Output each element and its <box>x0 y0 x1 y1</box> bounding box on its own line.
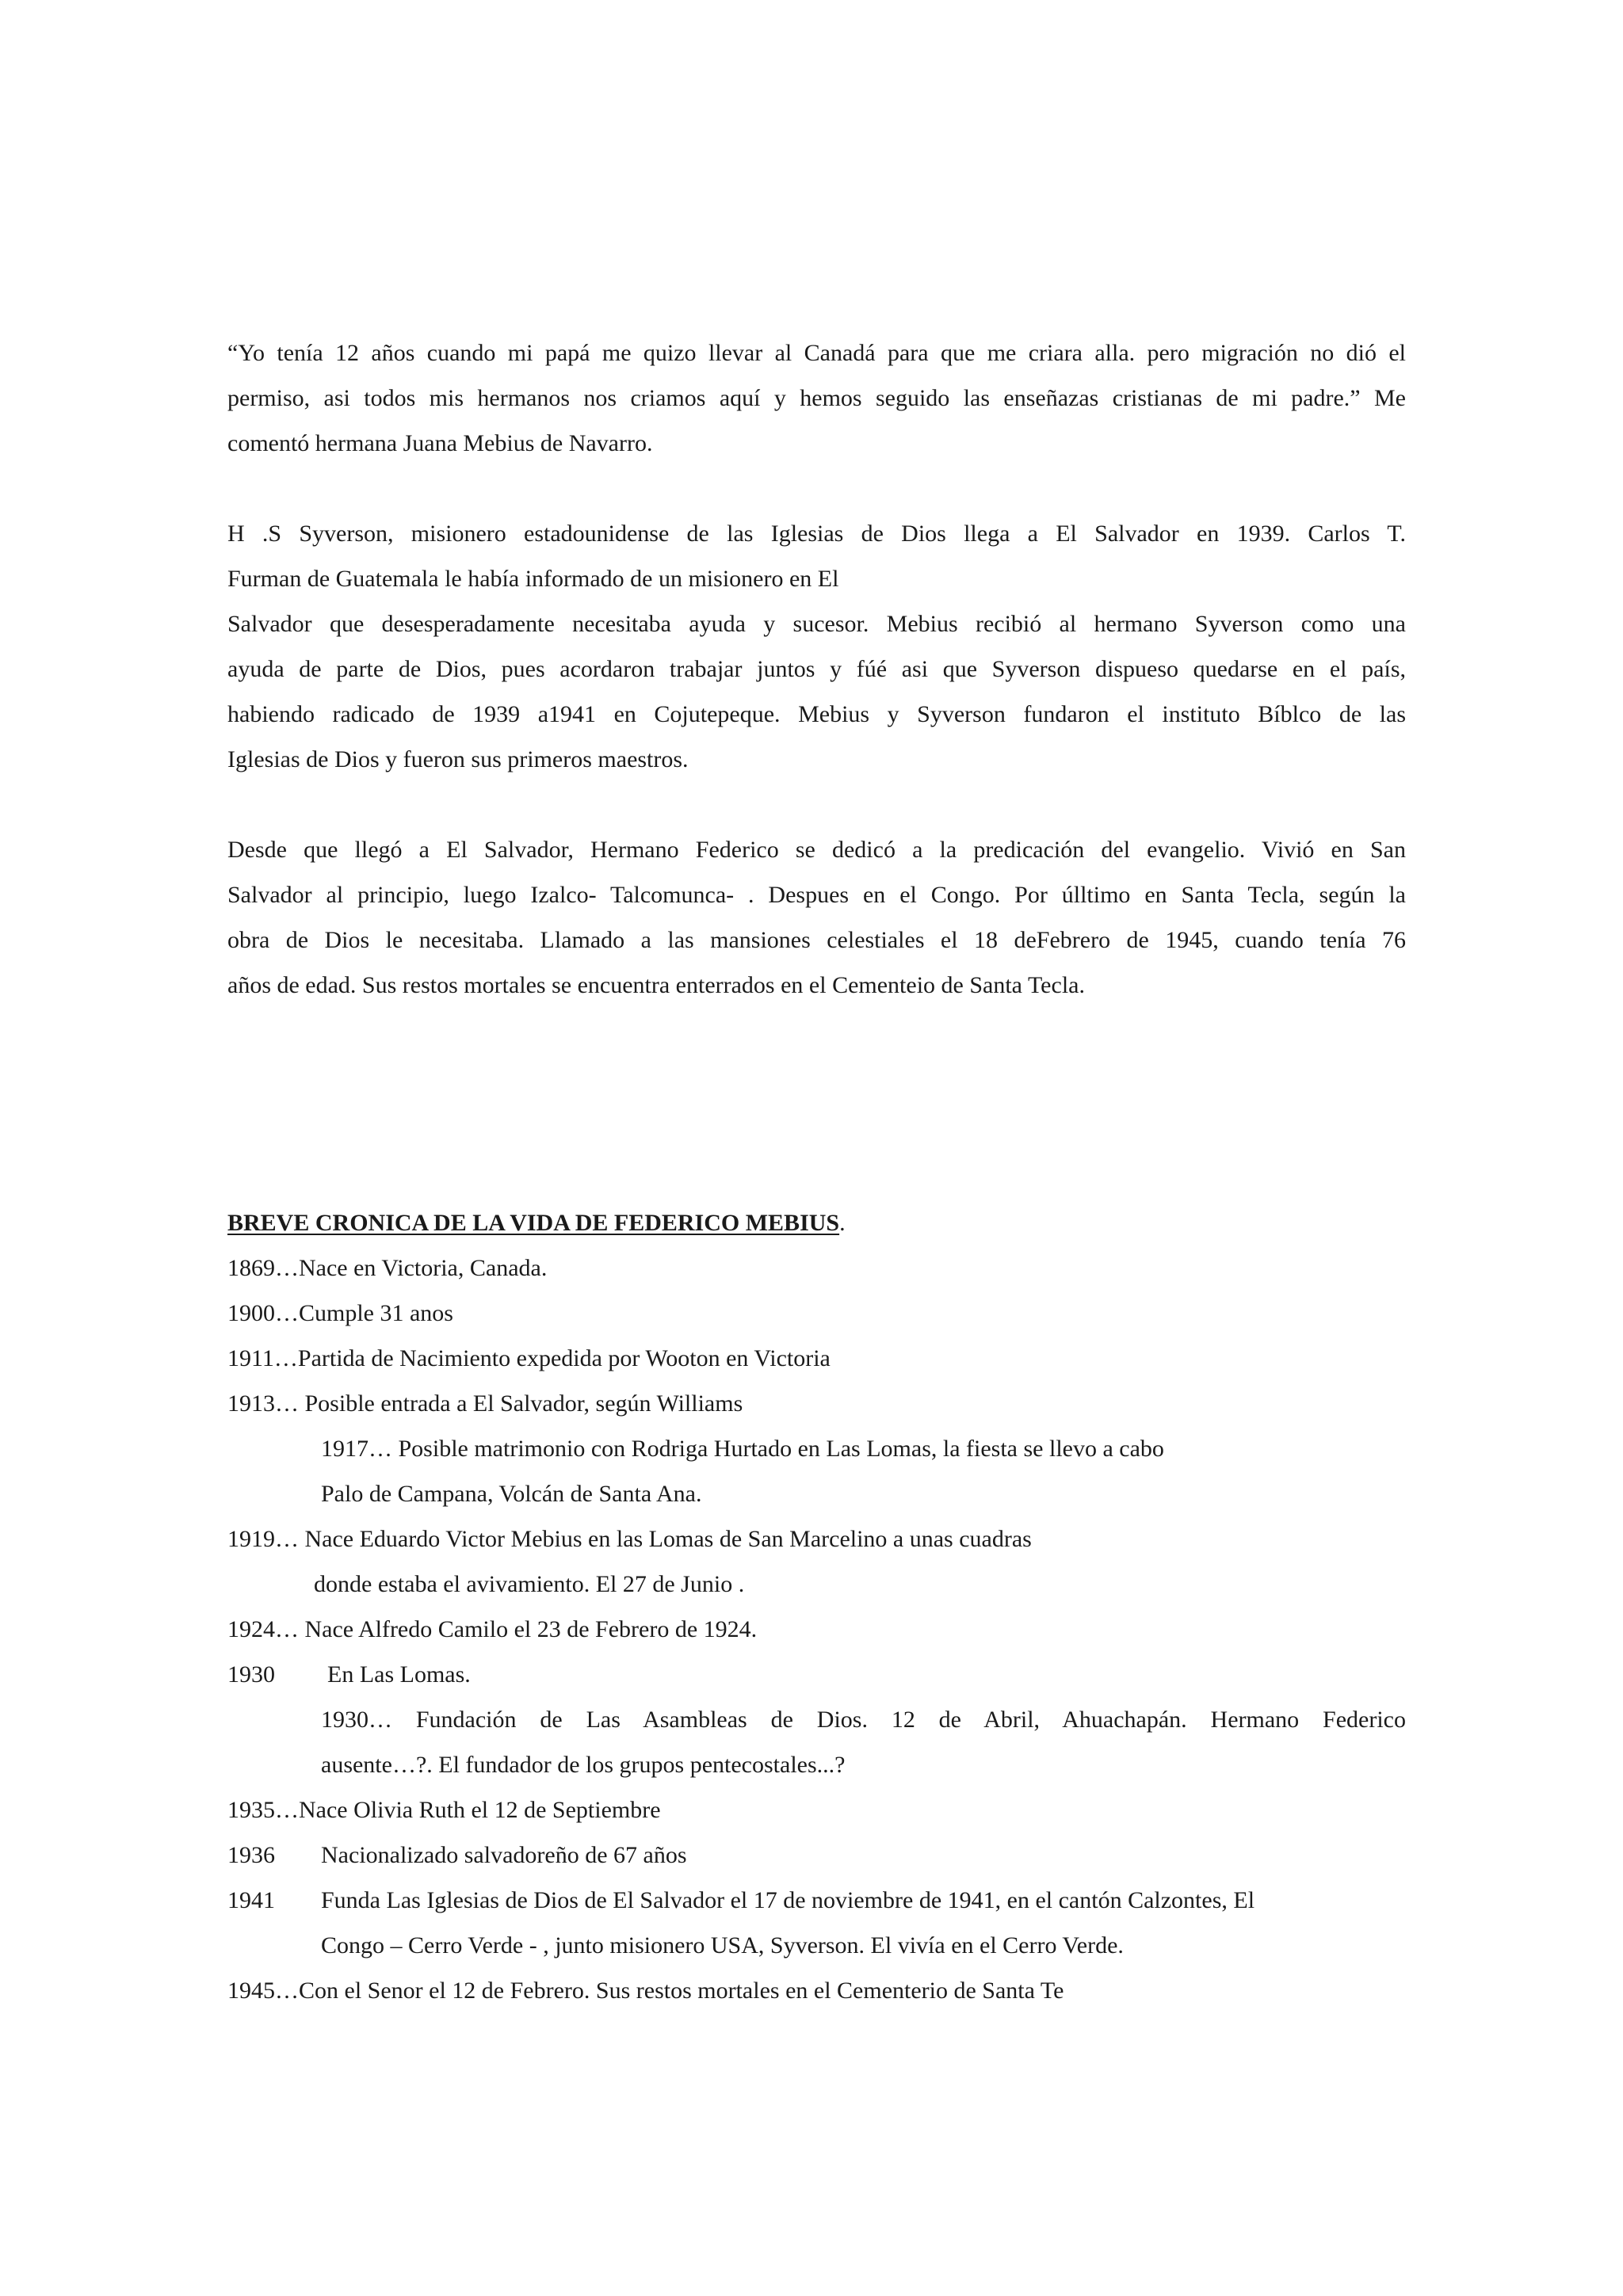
text-line: Desde que llegó a El Salvador, Hermano Federico se dedicó a la predicación del evangelio. Vivió en San <box>227 837 1406 863</box>
text-line: permiso, asi todos mis hermanos nos criamos aquí y hemos seguido las enseñazas cristianas de mi padre.” Me <box>227 385 1406 411</box>
text-line: habiendo radicado de 1939 a1941 en Cojutepeque. Mebius y Syverson fundaron el instituto Bíblco de las <box>227 701 1406 727</box>
text-line: Salvador que desesperadamente necesitaba ayuda y sucesor. Mebius recibió al hermano Syverson como una <box>227 611 1406 637</box>
text-line: ayuda de parte de Dios, pues acordaron trabajar juntos y fúé asi que Syverson dispueso quedarse en el país, <box>227 656 1406 682</box>
chronicle-entry-year: 1930 <box>227 1661 275 1688</box>
chronicle-entry: 1911…Partida de Nacimiento expedida por Wooton en Victoria <box>227 1345 831 1371</box>
chronicle-entry: 1913… Posible entrada a El Salvador, según Williams <box>227 1390 743 1417</box>
text-line: Iglesias de Dios y fueron sus primeros maestros. <box>227 746 689 772</box>
chronicle-title <box>227 1200 846 1245</box>
chronicle-entry-text: Funda Las Iglesias de Dios de El Salvador el 17 de noviembre de 1941, en el cantón Calzontes, El <box>321 1887 1255 1913</box>
chronicle-entry: 1919… Nace Eduardo Victor Mebius en las Lomas de San Marcelino a unas cuadras <box>227 1526 1032 1552</box>
chronicle-entry-year: 1941 <box>227 1887 275 1913</box>
text-line: obra de Dios le necesitaba. Llamado a las mansiones celestiales el 18 deFebrero de 1945, cuando tenía 76 <box>227 927 1406 953</box>
chronicle-entry: 1900…Cumple 31 anos <box>227 1300 453 1326</box>
chronicle-entry-text: En Las Lomas. <box>327 1661 471 1688</box>
chronicle-entry-continued: donde estaba el avivamiento. El 27 de Junio . <box>314 1571 745 1597</box>
chronicle-entry: 1869…Nace en Victoria, Canada. <box>227 1255 548 1281</box>
chronicle-entry: 1930… Fundación de Las Asambleas de Dios. 12 de Abril, Ahuachapán. Hermano Federico <box>321 1707 1406 1733</box>
text-line: Furman de Guatemala le había informado de un misionero en El <box>227 566 839 592</box>
text-line: Salvador al principio, luego Izalco- Talcomunca- . Despues en el Congo. Por úlltimo en Santa Tecla, según la <box>227 882 1406 908</box>
chronicle-entry: 1917… Posible matrimonio con Rodriga Hurtado en Las Lomas, la fiesta se llevo a cabo <box>321 1436 1164 1462</box>
chronicle-entry-continued: Palo de Campana, Volcán de Santa Ana. <box>321 1481 702 1507</box>
text-line: comentó hermana Juana Mebius de Navarro. <box>227 430 653 456</box>
chronicle-title-period: . <box>839 1210 846 1236</box>
chronicle-entry-continued: ausente…?. El fundador de los grupos pentecostales...? <box>321 1752 846 1778</box>
chronicle-entry: 1924… Nace Alfredo Camilo el 23 de Febrero de 1924. <box>227 1616 758 1642</box>
chronicle-title-text: BREVE CRONICA DE LA VIDA DE FEDERICO MEBIUS <box>227 1210 840 1236</box>
text-line: años de edad. Sus restos mortales se encuentra enterrados en el Cementeio de Santa Tecla. <box>227 972 1085 998</box>
text-line: “Yo tenía 12 años cuando mi papá me quizo llevar al Canadá para que me criara alla. pero migración no dió el <box>227 340 1406 366</box>
chronicle-entry-text: Nacionalizado salvadoreño de 67 años <box>321 1842 687 1868</box>
chronicle-entry-continued: Congo – Cerro Verde - , junto misionero USA, Syverson. El vivía en el Cerro Verde. <box>321 1932 1124 1958</box>
chronicle-entry: 1945…Con el Senor el 12 de Febrero. Sus restos mortales en el Cementerio de Santa Te <box>227 1978 1064 2004</box>
text-line: H .S Syverson, misionero estadounidense de las Iglesias de Dios llega a El Salvador en 1939. Carlos T. <box>227 521 1406 547</box>
chronicle-entry-year: 1936 <box>227 1842 275 1868</box>
chronicle-entry: 1935…Nace Olivia Ruth el 12 de Septiembre <box>227 1797 661 1823</box>
